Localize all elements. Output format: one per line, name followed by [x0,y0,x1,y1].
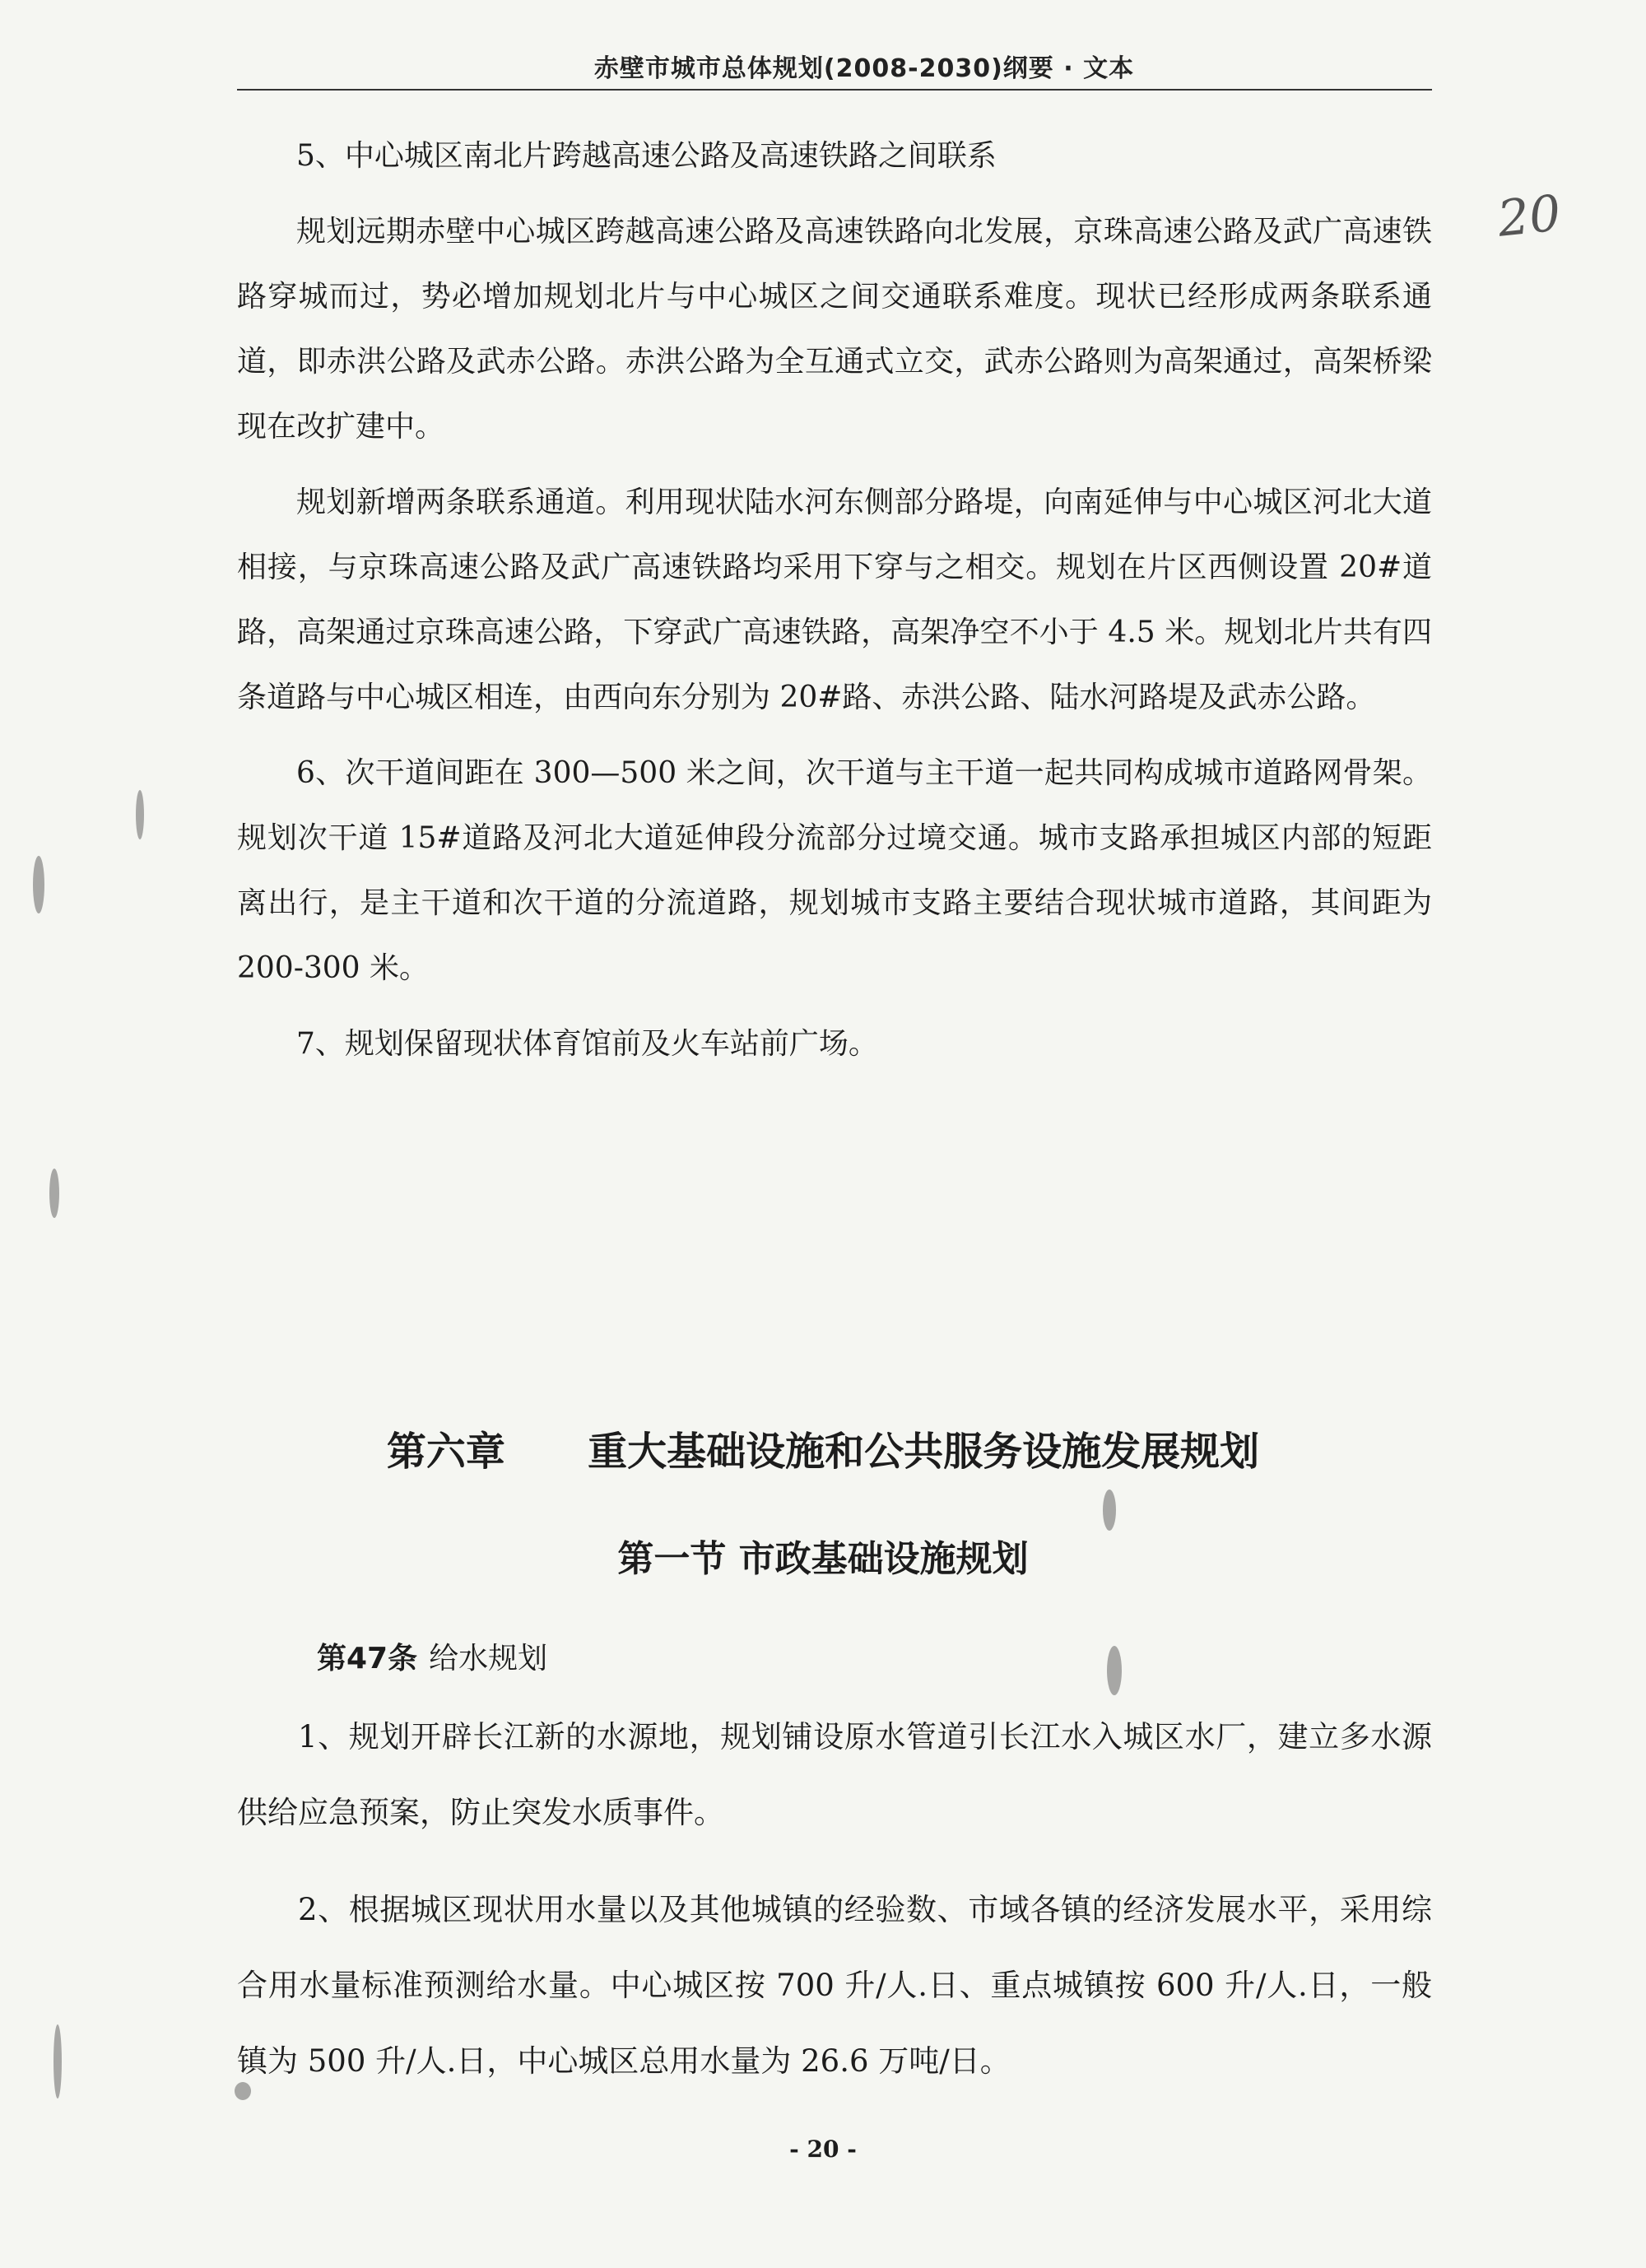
article-number: 第47条 [317,1642,418,1675]
paragraph: 2、根据城区现状用水量以及其他城镇的经验数、市域各镇的经济发展水平，采用综合用水量标准预测给水量。中心城区按 700 升/人.日、重点城镇按 600 升/人.日，一般镇为 500 升/人.日，中心城区总用水量为 26.6 万吨/日。 [237,1892,1432,2079]
paragraph: 6、次干道间距在 300—500 米之间，次干道与主干道一起共同构成城市道路网骨架。规划次干道 15#道路及河北大道延伸段分流部分过境交通。城市支路承担城区内部的短距离出行，是主干道和次干道的分流道路，规划城市支路主要结合现状城市道路，其间距为 200-300 米。 [237,756,1432,985]
handwritten-page-note: 20 [1495,184,1564,249]
chapter-title: 第六章 重大基础设施和公共服务设施发展规划 [386,1429,1260,1475]
running-header-title: 赤壁市城市总体规划(2008-2030)纲要 · 文本 [593,54,1135,83]
paragraph: 1、规划开辟长江新的水源地，规划铺设原水管道引长江水入城区水厂，建立多水源供给应急预案，防止突发水质事件。 [237,1719,1432,1830]
scan-speck [33,856,44,913]
section-title: 第一节 市政基础设施规划 [617,1538,1029,1580]
upper-body-text [237,123,1432,1076]
lower-body-text [237,1699,1432,2099]
scan-speck [53,2024,62,2098]
scan-speck [235,2082,251,2100]
paragraph: 5、中心城区南北片跨越高速公路及高速铁路之间联系 [296,139,997,173]
article-name: 给水规划 [429,1642,548,1675]
scan-speck [1107,1646,1122,1695]
paragraph: 7、规划保留现状体育馆前及火车站前广场。 [296,1027,878,1061]
scan-speck [49,1169,59,1218]
scan-speck [136,790,144,839]
paragraph: 规划远期赤壁中心城区跨越高速公路及高速铁路向北发展，京珠高速公路及武广高速铁路穿城而过，势必增加规划北片与中心城区之间交通联系难度。现状已经形成两条联系通道，即赤洪公路及武赤公路。赤洪公路为全互通式立交，武赤公路则为高架通过，高架桥梁现在改扩建中。 [237,215,1432,444]
scan-speck [1103,1490,1116,1531]
article-heading [317,1635,547,1677]
header-rule [237,89,1432,91]
page-number: - 20 - [789,2136,857,2163]
paragraph: 规划新增两条联系通道。利用现状陆水河东侧部分路堤，向南延伸与中心城区河北大道相接，与京珠高速公路及武广高速铁路均采用下穿与之相交。规划在片区西侧设置 20#道路，高架通过京珠高速公路，下穿武广高速铁路，高架净空不小于 4.5 米。规划北片共有四条道路与中心城区相连，由西向东分别为 20#路、赤洪公路、陆水河路堤及武赤公路。 [237,486,1432,714]
